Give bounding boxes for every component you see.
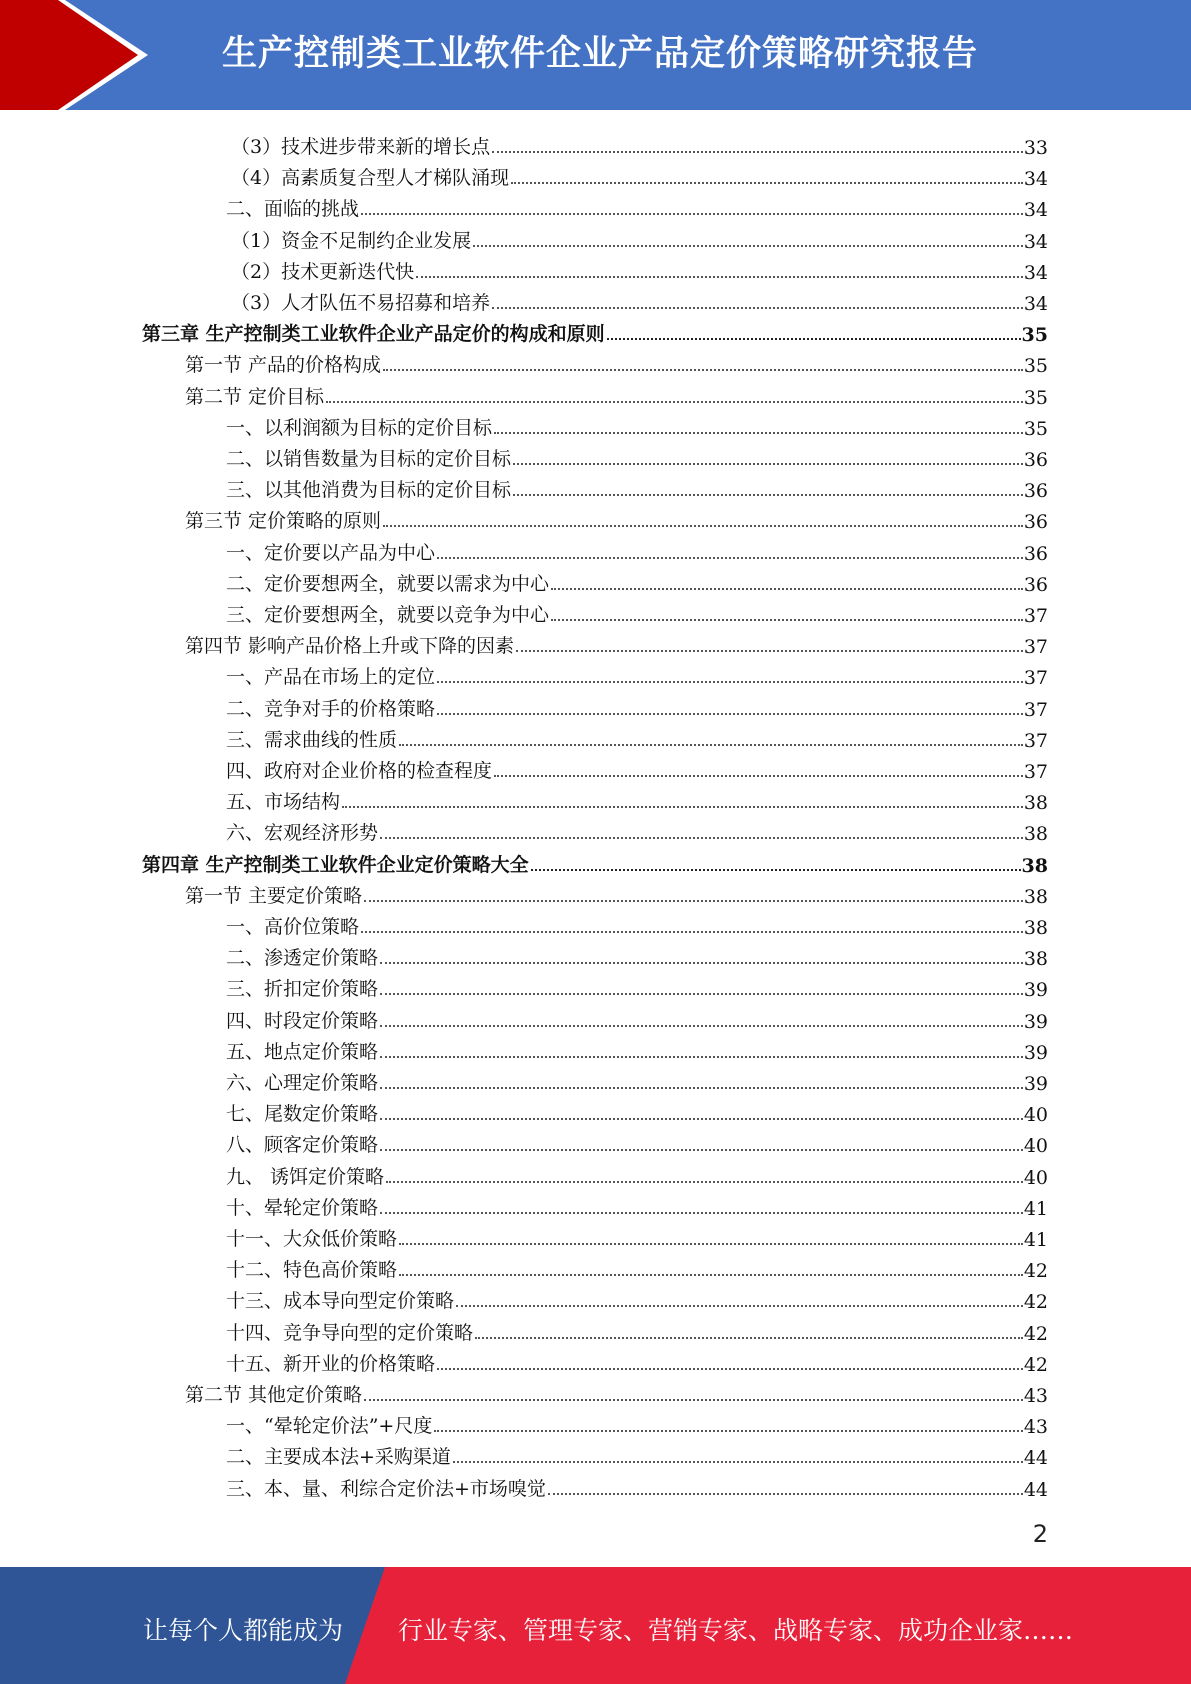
footer-slogan-left: 让每个人都能成为 [143,1616,344,1645]
toc-entry-page: 38 [1023,885,1048,908]
toc-entry-page: 37 [1023,698,1048,721]
toc-dot-leader [434,1430,1022,1432]
toc-dot-leader [607,338,1021,340]
toc-entry-page: 42 [1023,1322,1048,1345]
toc-dot-leader [380,1025,1023,1027]
toc-entry-label: 八、顾客定价策略 [226,1134,379,1157]
toc-entry[interactable] [226,908,1048,939]
toc-entry-label: 二、竞争对手的价格策略 [226,697,436,720]
toc-dot-leader [437,1368,1023,1370]
toc-entry-label: 四、时段定价策略 [226,1009,379,1032]
toc-entry[interactable] [226,814,1048,845]
toc-dot-leader [492,151,1023,153]
toc-entry-page: 41 [1023,1229,1048,1251]
toc-dot-leader [399,1243,1023,1245]
toc-entry[interactable] [226,190,1048,221]
toc-entry-page: 34 [1023,293,1048,315]
toc-entry[interactable] [226,1189,1048,1220]
toc-entry[interactable] [185,1376,1048,1407]
page-footer [0,1567,1191,1684]
red-chevron-icon [0,0,160,110]
toc-entry[interactable] [226,783,1048,814]
toc-dot-leader [364,1399,1023,1401]
toc-entry-label: （4）高素质复合型人才梯队涌现 [231,167,510,190]
toc-chapter-entry[interactable] [142,846,1048,877]
toc-entry-page: 34 [1023,199,1048,222]
toc-entry-label: 三、以其他消费为目标的定价目标 [226,479,512,502]
toc-dot-leader [361,213,1023,215]
toc-entry[interactable] [185,627,1048,658]
toc-dot-leader [473,245,1023,247]
toc-entry-label: 十、晕轮定价策略 [226,1196,379,1219]
toc-entry-page: 38 [1023,948,1048,971]
toc-entry-page: 37 [1023,605,1048,627]
toc-dot-leader [380,993,1023,995]
toc-entry[interactable] [226,471,1048,502]
toc-dot-leader [437,713,1023,715]
toc-entry[interactable] [185,378,1048,409]
toc-entry-label: 五、市场结构 [226,791,341,814]
toc-entry-label: 三、需求曲线的性质 [226,728,398,751]
toc-entry-label: 十四、竞争导向型的定价策略 [226,1321,474,1344]
toc-entry-label: 第一节 产品的价格构成 [185,354,382,377]
toc-entry-label: 十五、新开业的价格策略 [226,1352,436,1375]
toc-entry-label: 第三章 生产控制类工业软件企业产品定价的构成和原则 [142,323,605,346]
toc-entry-page: 42 [1023,1260,1048,1283]
toc-entry[interactable] [226,1095,1048,1126]
toc-entry-label: 一、以利润额为目标的定价目标 [226,416,493,439]
toc-entry-page: 35 [1023,386,1048,409]
toc-entry[interactable] [226,690,1048,721]
toc-entry[interactable] [226,1002,1048,1033]
toc-entry-page: 37 [1023,729,1048,752]
toc-entry[interactable] [226,534,1048,565]
toc-entry-page: 40 [1023,1166,1048,1189]
toc-dot-leader [380,1149,1023,1151]
toc-entry[interactable] [226,658,1048,689]
toc-entry[interactable] [226,1438,1048,1469]
toc-dot-leader [361,931,1023,933]
toc-entry-page: 34 [1023,261,1048,284]
toc-entry[interactable] [226,1220,1048,1251]
toc-entry[interactable] [226,1064,1048,1095]
toc-entry-page: 36 [1023,511,1048,534]
toc-entry-label: 六、宏观经济形势 [226,822,379,845]
toc-entry-page: 42 [1023,1353,1048,1376]
footer-slogan-right: 行业专家、管理专家、营销专家、战略专家、成功企业家…… [398,1616,1074,1645]
toc-entry[interactable] [231,128,1048,159]
toc-entry[interactable] [226,939,1048,970]
toc-entry-label: 二、以销售数量为目标的定价目标 [226,448,512,470]
page-number: 2 [1032,1520,1048,1548]
toc-entry[interactable] [226,970,1048,1001]
toc-entry-page: 41 [1023,1197,1048,1220]
toc-entry-label: 二、渗透定价策略 [226,947,379,970]
toc-entry-label: 第四节 影响产品价格上升或下降的因素 [185,635,515,658]
toc-entry-page: 40 [1023,1135,1048,1158]
toc-entry[interactable] [226,1345,1048,1376]
toc-dot-leader [492,307,1023,309]
toc-entry-label: 第二节 其他定价策略 [185,1384,363,1406]
toc-entry-page: 39 [1023,979,1048,1002]
toc-entry-page: 36 [1023,449,1048,471]
toc-entry-label: （2）技术更新迭代快 [231,260,415,283]
toc-entry-page: 36 [1023,480,1048,503]
toc-entry-label: 一、“晕轮定价法”+尺度 [226,1415,433,1438]
toc-entry-label: （1）资金不足制约企业发展 [231,229,472,252]
toc-entry-label: 第二节 定价目标 [185,385,325,408]
toc-entry-page: 38 [1023,792,1048,815]
toc-entry[interactable] [226,409,1048,440]
toc-entry[interactable] [231,284,1048,315]
toc-entry-label: 十一、大众低价策略 [226,1228,398,1250]
toc-entry-label: 五、地点定价策略 [226,1040,379,1063]
toc-entry[interactable] [226,1033,1048,1064]
toc-entry-label: 三、本、量、利综合定价法+市场嗅觉 [226,1477,546,1500]
toc-dot-leader [380,1087,1023,1089]
toc-entry[interactable] [185,502,1048,533]
toc-entry-page: 37 [1023,667,1048,690]
toc-dot-leader [399,1274,1023,1276]
toc-entry[interactable] [226,1126,1048,1157]
toc-dot-leader [383,525,1023,527]
toc-dot-leader [386,1181,1023,1183]
toc-entry[interactable] [226,565,1048,596]
toc-dot-leader [494,775,1023,777]
toc-entry-label: 十二、特色高价策略 [226,1259,398,1282]
toc-entry[interactable] [185,877,1048,908]
toc-entry-label: （3）人才队伍不易招募和培养 [231,292,491,314]
toc-entry[interactable] [226,596,1048,627]
toc-entry-label: 三、定价要想两全，就要以竞争为中心 [226,604,550,626]
toc-chapter-entry[interactable] [142,315,1048,346]
toc-entry-page: 38 [1021,854,1048,877]
toc-dot-leader [380,962,1023,964]
page-header [0,0,1191,110]
toc-entry-page: 44 [1023,1447,1048,1470]
toc-entry-page: 43 [1023,1385,1048,1407]
toc-entry-page: 38 [1023,823,1048,846]
toc-entry-page: 43 [1023,1416,1048,1439]
toc-dot-leader [326,401,1023,403]
toc-entry-label: （3）技术进步带来新的增长点 [231,136,491,158]
toc-dot-leader [416,276,1023,278]
toc-dot-leader [456,1305,1023,1307]
toc-dot-leader [399,744,1023,746]
toc-entry-page: 35 [1023,417,1048,440]
toc-entry-label: 二、定价要想两全，就要以需求为中心 [226,572,550,595]
toc-entry-page: 37 [1023,761,1048,783]
toc-entry-label: 第一节 主要定价策略 [185,884,363,907]
toc-dot-leader [437,557,1023,559]
toc-dot-leader [453,1461,1023,1463]
toc-entry[interactable] [226,1251,1048,1282]
toc-dot-leader [342,806,1023,808]
toc-entry-page: 44 [1023,1478,1048,1501]
toc-entry[interactable] [226,1314,1048,1345]
toc-entry-page: 34 [1023,230,1048,253]
toc-entry-label: 四、政府对企业价格的检查程度 [226,760,493,782]
toc-dot-leader [516,650,1023,652]
toc-dot-leader [531,869,1021,871]
toc-entry-label: 六、心理定价策略 [226,1072,379,1094]
toc-dot-leader [548,1493,1023,1495]
toc-dot-leader [513,494,1023,496]
toc-entry-label: 二、主要成本法+采购渠道 [226,1446,451,1469]
toc-entry[interactable] [226,1407,1048,1438]
toc-dot-leader [475,1337,1023,1339]
toc-entry-label: 一、高价位策略 [226,916,360,938]
toc-dot-leader [437,681,1023,683]
toc-entry-label: 七、尾数定价策略 [226,1103,379,1126]
toc-dot-leader [511,182,1023,184]
toc-dot-leader [383,369,1023,371]
toc-entry-label: 十三、成本导向型定价策略 [226,1290,455,1313]
toc-dot-leader [380,1212,1023,1214]
toc-entry-label: 一、产品在市场上的定位 [226,666,436,689]
toc-entry-page: 40 [1023,1104,1048,1127]
toc-dot-leader [551,588,1023,590]
toc-dot-leader [380,1118,1023,1120]
toc-entry-label: 三、折扣定价策略 [226,978,379,1001]
toc-dot-leader [513,463,1023,465]
toc-dot-leader [494,432,1023,434]
toc-entry[interactable] [226,1158,1048,1189]
toc-entry-page: 35 [1023,355,1048,378]
toc-entry-page: 39 [1023,1041,1048,1064]
toc-entry[interactable] [226,1470,1048,1501]
toc-entry-label: 第四章 生产控制类工业软件企业定价策略大全 [142,853,529,876]
toc-entry-page: 36 [1023,573,1048,596]
toc-entry-page: 36 [1023,542,1048,565]
toc-entry[interactable] [231,159,1048,190]
toc-dot-leader [380,1056,1023,1058]
toc-entry-page: 33 [1023,137,1048,159]
toc-dot-leader [380,837,1023,839]
toc-entry-page: 39 [1023,1073,1048,1095]
toc-entry-page: 37 [1023,636,1048,659]
toc-entry-label: 第三节 定价策略的原则 [185,510,382,533]
toc-dot-leader [364,900,1023,902]
toc-entry-page: 39 [1023,1010,1048,1033]
report-title: 生产控制类工业软件企业产品定价策略研究报告 [222,34,979,74]
toc-entry[interactable] [231,222,1048,253]
toc-entry-label: 一、定价要以产品为中心 [226,541,436,564]
toc-entry-label: 九、 诱饵定价策略 [226,1165,385,1188]
toc-entry-page: 35 [1021,324,1048,347]
toc-entry[interactable] [231,253,1048,284]
toc-entry-page: 34 [1023,168,1048,191]
toc-dot-leader [551,619,1023,621]
toc-entry[interactable] [185,346,1048,377]
toc-entry-page: 38 [1023,917,1048,939]
toc-entry[interactable] [226,1282,1048,1313]
toc-entry-label: 二、面临的挑战 [226,198,360,221]
toc-entry-page: 42 [1023,1291,1048,1314]
toc-entry[interactable] [226,721,1048,752]
toc-entry[interactable] [226,752,1048,783]
toc-entry[interactable] [226,440,1048,471]
